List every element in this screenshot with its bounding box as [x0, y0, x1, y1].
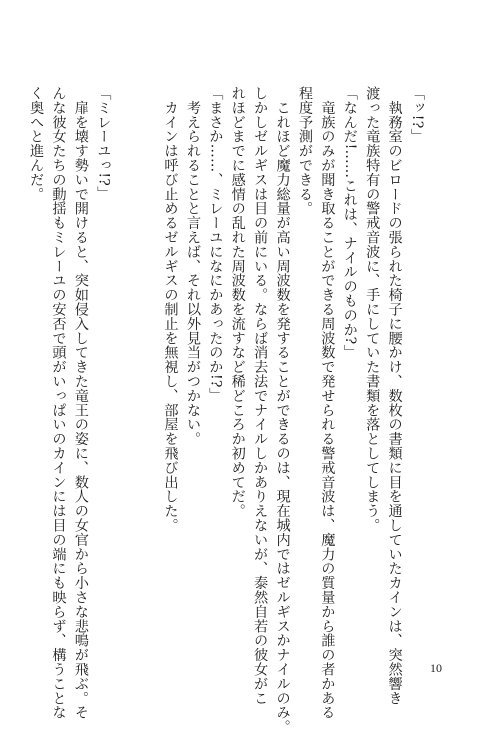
text-line: く奥へと進んだ。 [28, 86, 45, 202]
text-line: 考えられることと言えば、それ以外見当がつかない。 [184, 86, 201, 446]
text-line: カインは呼び止めるゼルギスの制止を無視し、部屋を飛び出した。 [162, 86, 179, 533]
text-line: 執務室のビロードの張られた椅子に腰かけ、数枚の書類に目を通していたカインは、突然響き [386, 86, 403, 706]
text-line: 「まさか……、ミレーユになにかあったのか!?」 [207, 86, 224, 403]
text-line: 竜族のみが聞き取ることができる周波数で発せられる警戒音波は、魔力の質量から誰の者かある [319, 86, 336, 720]
blank-line [137, 86, 159, 626]
text-line: れほどまでに感情の乱れた周波数を流すなど稀どころか初めてだ。 [229, 86, 246, 518]
page-number: 10 [430, 661, 442, 675]
vertical-text-body [28, 86, 428, 734]
text-line: 「ッ!?」 [409, 86, 425, 143]
blank-line [114, 86, 136, 626]
text-line: 渡った竜族特有の警戒音波に、手にしていた書類を落としてしまう。 [364, 86, 381, 533]
text-line: 「なんだ!……これは、ナイルのものか?」 [341, 86, 358, 359]
text-line: しかしゼルギスは目の前にいる。ならば消去法でナイルしかありえないが、泰然自若の彼女がこ [252, 86, 269, 706]
text-line: これほど魔力総量が高い周波数を発することができるのは、現在城内ではゼルギスかナイルのみ。 [274, 86, 291, 734]
text-line: 程度予測ができる。 [296, 86, 313, 216]
text-line: 「ミレーユっ!?」 [95, 86, 112, 201]
text-line: 扉を壊す勢いで開けると、突如侵入してきた竜王の姿に、数人の女官から小さな悲鳴が飛ぶ。そ [72, 86, 89, 720]
text-line: んな彼女たちの動揺もミレーユの安否で頭がいっぱいのカインには目の端にも映らず、構うことな [50, 86, 67, 720]
